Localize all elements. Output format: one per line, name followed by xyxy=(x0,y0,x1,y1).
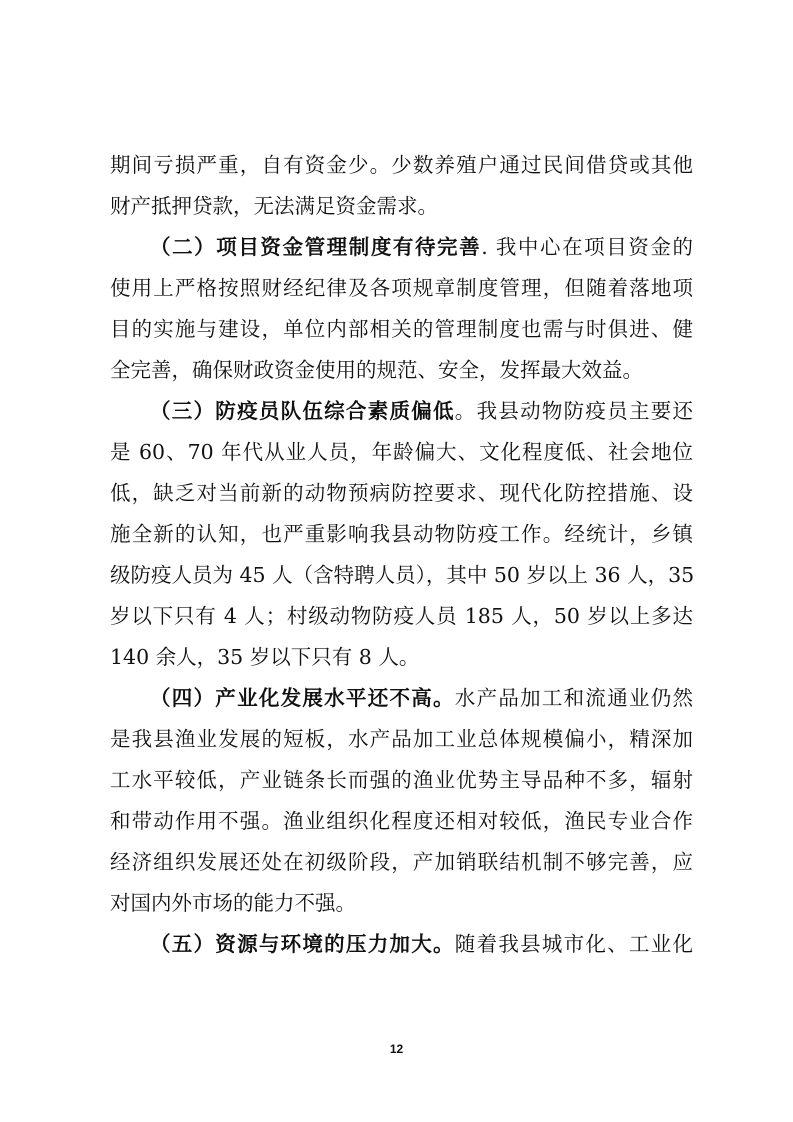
paragraph-3-heading: （三）防疫员队伍综合素质偏低 xyxy=(150,399,455,423)
paragraph-1-line-2: 财产抵押贷款，无法满足资金需求。 xyxy=(110,194,438,218)
paragraph-2-line-4: 全完善，确保财政资金使用的规范、安全，发挥最大效益。 xyxy=(110,358,643,382)
paragraph-4-line-2: 是我县渔业发展的短板，水产品加工业总体规模偏小，精深加 xyxy=(110,727,693,751)
paragraph-3-line-5: 级防疫人员为 45 人（含特聘人员），其中 50 岁以上 36 人，35 xyxy=(110,563,695,587)
paragraph-1-line-1: 期间亏损严重，自有资金少。少数养殖户通过民间借贷或其他 xyxy=(110,153,693,177)
paragraph-5-line-1 xyxy=(150,929,693,959)
paragraph-4-line-5: 经济组织发展还处在初级阶段，产加销联结机制不够完善，应 xyxy=(110,850,693,874)
paragraph-3-line-2: 是 60、70 年代从业人员，年龄偏大、文化程度低、社会地位 xyxy=(110,440,693,464)
paragraph-2-line-1-text: . 我中心在项目资金的 xyxy=(481,235,693,259)
paragraph-4-line-1 xyxy=(150,683,693,713)
paragraph-5-line-1-text: 随着我县城市化、工业化 xyxy=(454,932,694,956)
paragraph-2-line-3: 目的实施与建设，单位内部相关的管理制度也需与时俱进、健 xyxy=(110,317,693,341)
paragraph-3-line-6: 岁以下只有 4 人；村级动物防疫人员 185 人，50 岁以上多达 xyxy=(110,604,693,628)
paragraph-3-line-1-text: 。我县动物防疫员主要还 xyxy=(454,399,694,423)
paragraph-2-heading: （二）项目资金管理制度有待完善 xyxy=(150,235,482,259)
paragraph-3-line-7: 140 余人，35 岁以下只有 8 人。 xyxy=(110,645,420,669)
paragraph-4-heading: （四）产业化发展水平还不高。 xyxy=(150,686,455,710)
paragraph-3-line-3: 低，缺乏对当前新的动物预病防控要求、现代化防控措施、设 xyxy=(110,481,693,505)
paragraph-4-line-3: 工水平较低，产业链条长而强的渔业优势主导品种不多，辐射 xyxy=(110,768,693,792)
paragraph-2-line-1 xyxy=(150,232,693,262)
paragraph-5-heading: （五）资源与环境的压力加大。 xyxy=(150,932,455,956)
paragraph-2-line-2: 使用上严格按照财经纪律及各项规章制度管理，但随着落地项 xyxy=(110,276,693,300)
page-number: 12 xyxy=(389,1042,404,1056)
paragraph-4-line-6: 对国内外市场的能力不强。 xyxy=(110,891,356,915)
paragraph-4-line-4: 和带动作用不强。渔业组织化程度还相对较低，渔民专业合作 xyxy=(110,809,693,833)
paragraph-3-line-4: 施全新的认知，也严重影响我县动物防疫工作。经统计，乡镇 xyxy=(110,522,693,546)
paragraph-3-line-1 xyxy=(150,396,693,426)
paragraph-4-line-1-text: 水产品加工和流通业仍然 xyxy=(454,686,694,710)
